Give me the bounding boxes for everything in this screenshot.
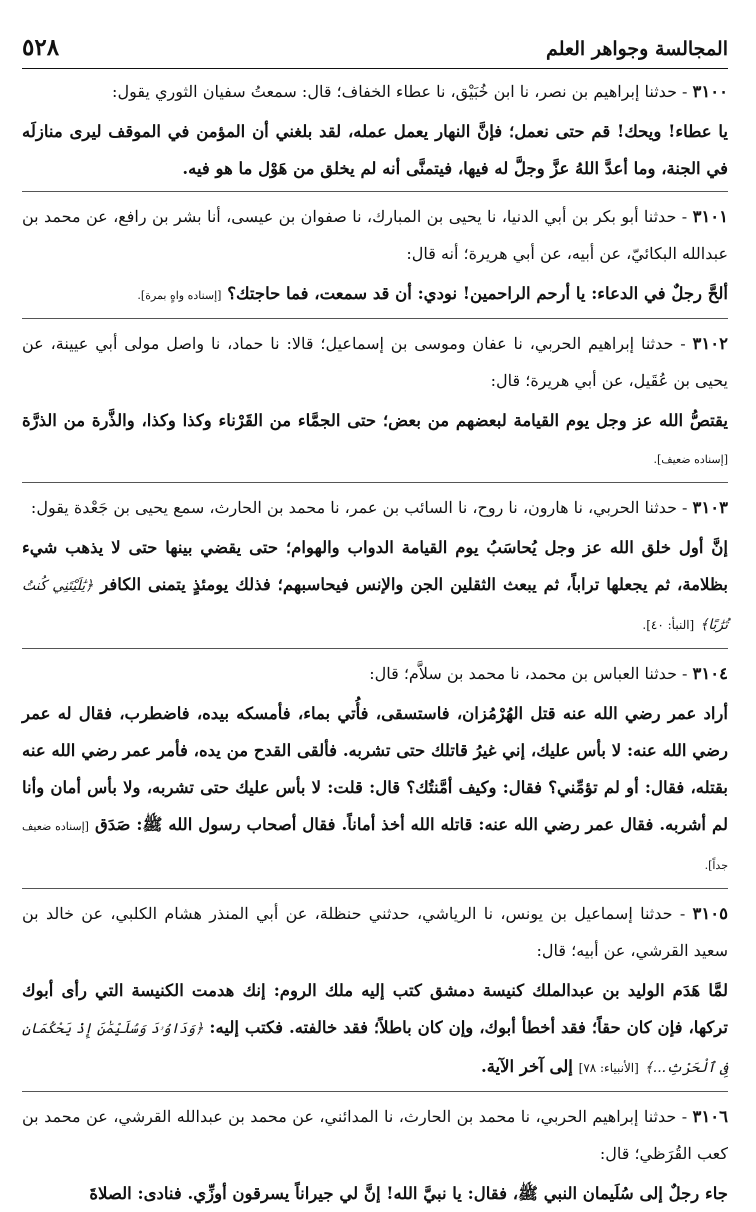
narration-text: [22, 529, 728, 644]
narration-text: [22, 972, 728, 1087]
grading-note: [إسناده واهٍ بمرة].: [137, 289, 222, 302]
chain-of-narration: [22, 73, 728, 110]
narration-text: [22, 275, 728, 314]
page-content: [22, 73, 728, 1212]
narration-text: [22, 402, 728, 478]
isnad-text: - حدثنا الحربي، نا هارون، نا روح، نا السائب بن عمر، نا محمد بن الحارث، سمع يحيى بن جَعْدة يقول:: [30, 498, 688, 517]
chain-of-narration: [22, 895, 728, 969]
divider: [22, 888, 728, 889]
hadith-entry: [22, 895, 728, 1087]
chain-of-narration: [22, 1098, 728, 1172]
narration-text: [22, 695, 728, 884]
divider: [22, 482, 728, 483]
page-number: ٥٢٨: [22, 34, 60, 61]
hadith-entry: [22, 73, 728, 187]
matn-text: جاء رجلٌ إلى سُلَيمان النبي ﷺ، فقال: يا نبيَّ الله! إنَّ لي جيراناً يسرقون أوزِّي. فنادى: الصلاةَ: [89, 1184, 728, 1203]
matn-text: ألحَّ رجلٌ في الدعاء: يا أرحم الراحمين! نودي: أن قد سمعت، فما حاجتك؟: [227, 284, 728, 303]
isnad-text: - حدثنا العباس بن محمد، نا محمد بن سلاَّم؛ قال:: [369, 664, 688, 683]
chain-of-narration: [22, 198, 728, 272]
matn-text: إنَّ أول خلق الله عز وجل يُحاسَبُ يوم القيامة الدواب والهوام؛ حتى يقضي بينها حتى لا يذهب شيء بظلامة، ثم يجعلها تراباً، ثم يبعث الثقلين الجن والإنس فيحاسبهم؛ فذلك يومئذٍ يتمنى الكافر: [22, 538, 728, 594]
divider: [22, 191, 728, 192]
entry-number: ٣١٠٥: [692, 904, 728, 923]
isnad-text: - حدثنا إبراهيم الحربي، نا عفان وموسى بن إسماعيل؛ قالا: نا حماد، نا واصل مولى أبي عيينة، عن يحيى بن عُقَيل، عن أبي هريرة؛ قال:: [22, 334, 728, 390]
narration-text: [22, 1175, 728, 1212]
matn-text: لمَّا هَدَم الوليد بن عبدالملك كنيسة دمشق كتب إليه ملك الروم: إنك هدمت الكنيسة التي رأى أبوك تركها، فإن كان حقاً؛ فقد أخطأ أبوك، وإن كان باطلاً؛ فقد خالفته. فكتب إليه:: [22, 981, 728, 1037]
verse-reference: [الأنبياء: ٧٨]: [578, 1061, 639, 1075]
isnad-text: - حدثنا أبو بكر بن أبي الدنيا، نا يحيى بن المبارك، نا صفوان بن عيسى، أنا بشر بن رافع، عن محمد بن عبدالله البكائيّ، عن أبيه، عن أبي هريرة؛ أنه قال:: [22, 207, 728, 263]
entry-number: ٣١٠٤: [692, 664, 728, 683]
chain-of-narration: [22, 489, 728, 526]
quran-verse: ﴿يَٰلَيْتَنِي كُنتُ تُرَٰبًا﴾: [22, 578, 728, 633]
hadith-entry: [22, 198, 728, 314]
verse-reference: [النبأ: ٤٠].: [642, 618, 695, 632]
matn-text: أراد عمر رضي الله عنه قتل الهُرْمُزان، فاستسقى، فأُتي بماء، فأمسكه بيده، فاضطرب، فقال له عمر رضي الله عنه: لا بأس عليك، إني غيرُ قاتلك حتى تشربه. فألقى القدح من يده، فأمر عمر رضي الله عنه بقتله، فقال: أو لم تؤمِّني؟ فقال: وكيف أمَّنتُك؟ قال: قلت: لا بأس عليك حتى تشربه، ولا بأس أمان وأنا لم أشربه. فقال عمر رضي الله عنه: قاتله الله أخذ أماناً. فقال أصحاب رسول الله ﷺ: صَدَق: [22, 704, 728, 834]
matn-text: يا عطاء! ويحك! قم حتى نعمل؛ فإنَّ النهار يعمل عمله، لقد بلغني أن المؤمن في الموقف ليرى منازلَه في الجنة، وما أعدَّ اللهُ عزَّ وجلَّ له فيها، فيتمنَّى أنه لم يخلق من هَوْل ما هو فيه.: [22, 122, 728, 178]
entry-number: ٣١٠٦: [692, 1107, 728, 1126]
hadith-entry: [22, 489, 728, 644]
isnad-text: - حدثنا إبراهيم بن نصر، نا ابن خُبَيْق، نا عطاء الخفاف؛ قال: سمعتُ سفيان الثوري يقول:: [112, 82, 688, 101]
quran-verse: ﴿وَدَاوُۥدَ وَسُلَيْمَٰنَ إِذْ يَحْكُمَانِ فِى ٱلْحَرْثِ...﴾: [22, 1021, 728, 1076]
book-title: المجالسة وجواهر العلم: [546, 38, 728, 60]
entry-number: ٣١٠٣: [692, 498, 728, 517]
entry-number: ٣١٠٢: [692, 334, 728, 353]
chain-of-narration: [22, 325, 728, 399]
hadith-entry: [22, 1098, 728, 1212]
entry-number: ٣١٠١: [692, 207, 729, 226]
isnad-text: - حدثنا إسماعيل بن يونس، نا الرياشي، حدثني حنظلة، عن أبي المنذر هشام الكلبي، عن خالد بن سعيد القرشي، عن أبيه؛ قال:: [22, 904, 728, 960]
grading-note: [إسناده ضعيف جداً].: [22, 820, 728, 872]
divider: [22, 648, 728, 649]
chain-of-narration: [22, 655, 728, 692]
entry-number: ٣١٠٠: [692, 82, 728, 101]
matn-text: يقتصُّ الله عز وجل يوم القيامة لبعضهم من بعض؛ حتى الجمَّاء من القَرْناء وكذا وكذا، والذَّرة من الذرَّة: [22, 411, 728, 430]
narration-text: [22, 113, 728, 187]
divider: [22, 1091, 728, 1092]
isnad-text: - حدثنا إبراهيم الحربي، نا محمد بن الحارث، نا المدائني، عن محمد بن عبدالله القرشي، عن محمد بن كعب القُرَظي؛ قال:: [22, 1107, 728, 1163]
running-header: [22, 34, 728, 69]
hadith-entry: [22, 655, 728, 884]
divider: [22, 318, 728, 319]
hadith-entry: [22, 325, 728, 478]
grading-note: [إسناده ضعيف].: [653, 453, 728, 466]
matn-tail: إلى آخر الآية.: [480, 1057, 573, 1076]
